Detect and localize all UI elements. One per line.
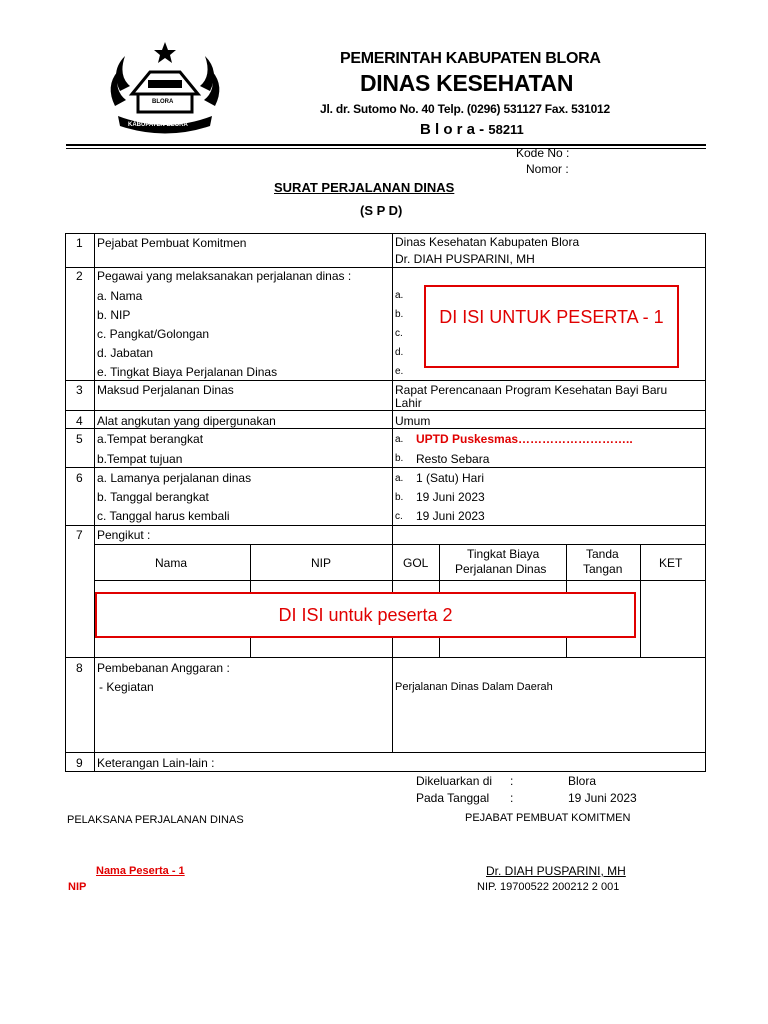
nomor-label: Nomor : [526,162,569,176]
participant-1-note: DI ISI UNTUK PESERTA - 1 [439,307,664,327]
row-number: 3 [76,383,83,397]
row1-value-2: Dr. DIAH PUSPARINI, MH [395,252,535,266]
row-number: 4 [76,414,83,428]
logo-text-bottom: KABUPATEN BLORA [128,122,188,128]
participant-name: Nama Peserta - 1 [96,865,185,877]
doc-title: SURAT PERJALANAN DINAS [274,180,455,195]
row2-label: Pegawai yang melaksanakan perjalanan dinas : [97,269,352,283]
table-line [65,525,705,526]
col-header-tingkat-1: Tingkat Biaya [467,547,540,561]
table-line [65,233,66,772]
row5-letter-a: a. [395,434,404,445]
table-line [705,233,706,772]
table-line [640,544,641,657]
col-header-ket: KET [659,556,683,570]
table-line [94,544,705,545]
row2-letter-e: e. [395,366,404,377]
destination-place: Resto Sebara [416,452,490,466]
issued-colon: : [510,774,514,788]
table-line [94,580,705,581]
table-line [94,233,95,772]
table-line [65,752,705,753]
col-header-gol: GOL [403,556,429,570]
row9-label: Keterangan Lain-lain : [97,756,215,770]
col-header-tanda-2: Tangan [583,562,623,576]
regency-logo [100,36,230,136]
row7-label: Pengikut : [97,528,151,542]
official-nip: NIP. 19700522 200212 2 001 [477,881,620,893]
row4-value: Umum [395,414,431,428]
col-header-tingkat-2: Perjalanan Dinas [455,562,547,576]
logo-text-top: BLORA [152,99,174,105]
kode-label: Kode No : [516,146,570,160]
row-number: 6 [76,471,83,485]
row5-letter-b: b. [395,453,404,464]
table-line [65,771,705,772]
participant-2-note: DI ISI untuk peserta 2 [278,605,453,625]
row-number: 8 [76,661,83,675]
row8-label: Pembebanan Anggaran : [97,661,230,675]
row4-label: Alat angkutan yang dipergunakan [97,414,276,428]
participant-2-note-box [95,592,636,638]
header-city-name: B l o r a - [420,121,485,138]
row2-letter-a: a. [395,290,404,301]
issued-date-label: Pada Tanggal [416,791,490,805]
row3-label: Maksud Perjalanan Dinas [97,383,234,397]
issued-colon: : [510,791,514,805]
header-rule-thin [66,148,706,149]
row1-value-1: Dinas Kesehatan Kabupaten Blora [395,235,580,249]
row2-item-b: b. NIP [97,308,131,322]
row5-item-a: a.Tempat berangkat [97,432,204,446]
table-line [65,428,705,429]
row-number: 7 [76,528,83,542]
row-number: 2 [76,269,83,283]
header-line2: DINAS KESEHATAN [360,70,574,96]
row-number: 5 [76,432,83,446]
table-line [65,410,705,411]
participant-nip: NIP [68,881,87,893]
header-postal: 58211 [488,122,524,137]
row2-item-a: a. Nama [97,289,143,303]
row2-item-e: e. Tingkat Biaya Perjalanan Dinas [97,365,278,379]
row6-item-a: a. Lamanya perjalanan dinas [97,471,252,485]
right-signature-title: PEJABAT PEMBUAT KOMITMEN [465,812,631,824]
regency-logo-graphic [100,36,230,136]
row5-item-b: b.Tempat tujuan [97,452,183,466]
row3-value-2: Lahir [395,396,422,410]
trip-duration: 1 (Satu) Hari [416,471,485,485]
row3-value-1: Rapat Perencanaan Program Kesehatan Bayi Baru [395,383,668,397]
return-date: 19 Juni 2023 [416,509,485,523]
issued-place: Blora [568,774,597,788]
table-line [65,380,705,381]
row6-letter-a: a. [395,473,404,484]
row2-letter-b: b. [395,309,404,320]
row2-letter-d: d. [395,347,404,358]
row2-item-d: d. Jabatan [97,346,154,360]
table-line [65,267,705,268]
departure-place: UPTD Puskesmas……………………….. [416,432,633,446]
left-signature-title: PELAKSANA PERJALANAN DINAS [67,814,244,826]
header-line1: PEMERINTAH KABUPATEN BLORA [340,50,601,67]
row6-letter-c: c. [395,511,403,522]
row1-label: Pejabat Pembuat Komitmen [97,236,247,250]
header-rule-thick [66,144,706,146]
row-number: 9 [76,756,83,770]
table-line [65,657,705,658]
departure-date: 19 Juni 2023 [416,490,485,504]
table-line [392,233,393,545]
row6-item-c: c. Tanggal harus kembali [97,509,230,523]
official-name: Dr. DIAH PUSPARINI, MH [486,864,626,878]
issued-date: 19 Juni 2023 [568,791,637,805]
row8-sub: - Kegiatan [99,680,154,694]
row-number: 1 [76,236,83,250]
budget-activity: Perjalanan Dinas Dalam Daerah [395,681,553,693]
row6-letter-b: b. [395,492,404,503]
row2-item-c: c. Pangkat/Golongan [97,327,210,341]
row6-item-b: b. Tanggal berangkat [97,490,209,504]
header-city [420,121,524,138]
table-line [392,657,393,753]
table-line [65,233,705,234]
participant-1-note-box [424,285,679,368]
col-header-tanda-1: Tanda [586,547,619,561]
header-address: Jl. dr. Sutomo No. 40 Telp. (0296) 531127 Fax. 531012 [320,102,610,116]
row2-letter-c: c. [395,328,403,339]
col-header-nip: NIP [311,556,332,570]
doc-subtitle: (S P D) [360,203,403,218]
table-line [65,467,705,468]
issued-place-label: Dikeluarkan di [416,774,493,788]
col-header-nama: Nama [155,556,188,570]
